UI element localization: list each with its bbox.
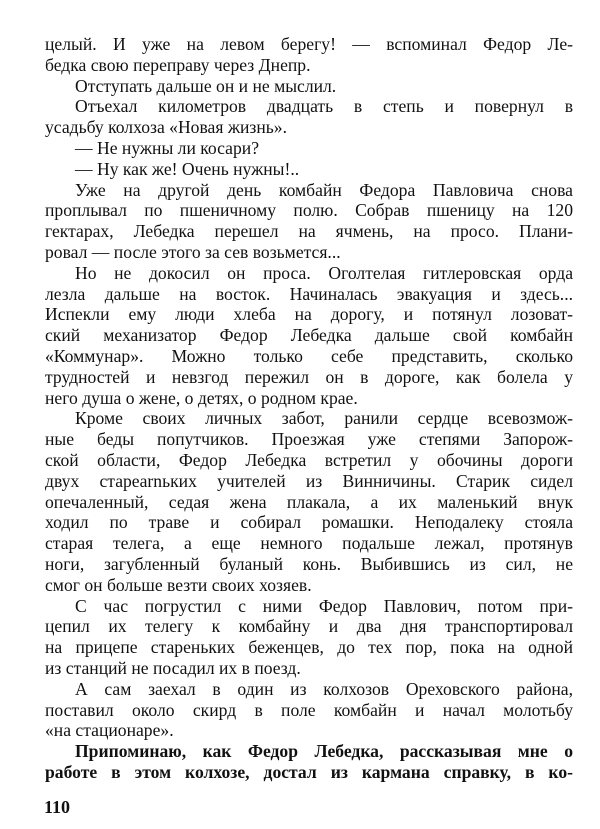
text-line: на прицепе стареньких беженцев, до тех пор, пока на одной (45, 637, 573, 658)
text-line: «на стационаре». (45, 720, 174, 741)
text-line: Припоминаю, как Федор Лебедка, рассказывая мне о (75, 741, 573, 762)
text-line: С час погрустил с ними Федор Павлович, потом при- (75, 595, 573, 616)
text-line: ской области, Федор Лебедка встретил у обочины дороги (45, 449, 573, 470)
book-page-text (45, 34, 573, 783)
text-line: него душа о жене, о детях, о родном крае. (45, 387, 358, 408)
text-line: работе в этом колхозе, достал из кармана справку, в ко- (45, 761, 573, 782)
text-line: гектарах, Лебедка перешел на ячмень, на просо. Плани- (45, 221, 573, 242)
text-line: Испекли ему люди хлеба на дорогу, и потянул лозоват- (45, 304, 573, 325)
text-line: «Коммунар». Можно только себе представить, сколько (45, 345, 573, 366)
text-line: трудностей и невзгод пережил он в дороге, как болела у (45, 366, 573, 387)
text-line: из станций не посадил их в поезд. (45, 657, 301, 678)
text-line: Кроме своих личных забот, ранили сердце всевозмож- (75, 408, 573, 429)
page-number: 110 (44, 797, 71, 817)
text-line: смог он больше везти своих хозяев. (45, 574, 312, 595)
text-line: Отступать дальше он и не мыслил. (75, 75, 337, 96)
text-line: лезла дальше на восток. Начиналась эвакуация и здесь... (45, 283, 573, 304)
text-line: старая телега, а еще немного подальше лежал, протянув (45, 533, 573, 554)
text-line: Уже на другой день комбайн Федора Павловича снова (75, 179, 573, 200)
text-line: Отъехал километров двадцать в степь и повернул в (75, 96, 573, 117)
text-line: опечаленный, седая жена плакала, а их маленький внук (45, 491, 573, 512)
text-line: поставил около скирд в поле комбайн и начал молотьбу (45, 699, 573, 720)
text-line: ные беды попутчиков. Проезжая уже степями Запорож- (45, 429, 573, 450)
text-line: ходил по траве и собирал ромашки. Неподалеку стояла (45, 512, 573, 533)
text-line: усадьбу колхоза «Новая жизнь». (45, 117, 287, 138)
text-line: двух старearnьких учителей из Винничины. Старик сидел (45, 470, 573, 491)
text-line: ровал — после этого за сев возьмется... (45, 241, 341, 262)
text-line: целый. И уже на левом берегу! — вспоминал Федор Ле- (45, 34, 573, 54)
text-line: Но не докосил он проса. Оголтелая гитлеровская орда (75, 262, 573, 283)
text-line: — Ну как же! Очень нужны!.. (75, 158, 300, 179)
text-line: ский механизатор Федор Лебедка дальше свой комбайн (45, 325, 573, 346)
text-line: ноги, загубленный буланый конь. Выбившись из сил, не (45, 553, 573, 574)
text-line: А сам заехал в один из колхозов Ореховского района, (75, 678, 573, 699)
text-line: проплывал по пшеничному полю. Собрав пшеницу на 120 (45, 200, 573, 221)
text-line: бедка свою переправу через Днепр. (45, 54, 311, 75)
text-line: — Не нужны ли косари? (75, 137, 260, 158)
text-line: цепил их телегу к комбайну и два дня транспортировал (45, 616, 573, 637)
